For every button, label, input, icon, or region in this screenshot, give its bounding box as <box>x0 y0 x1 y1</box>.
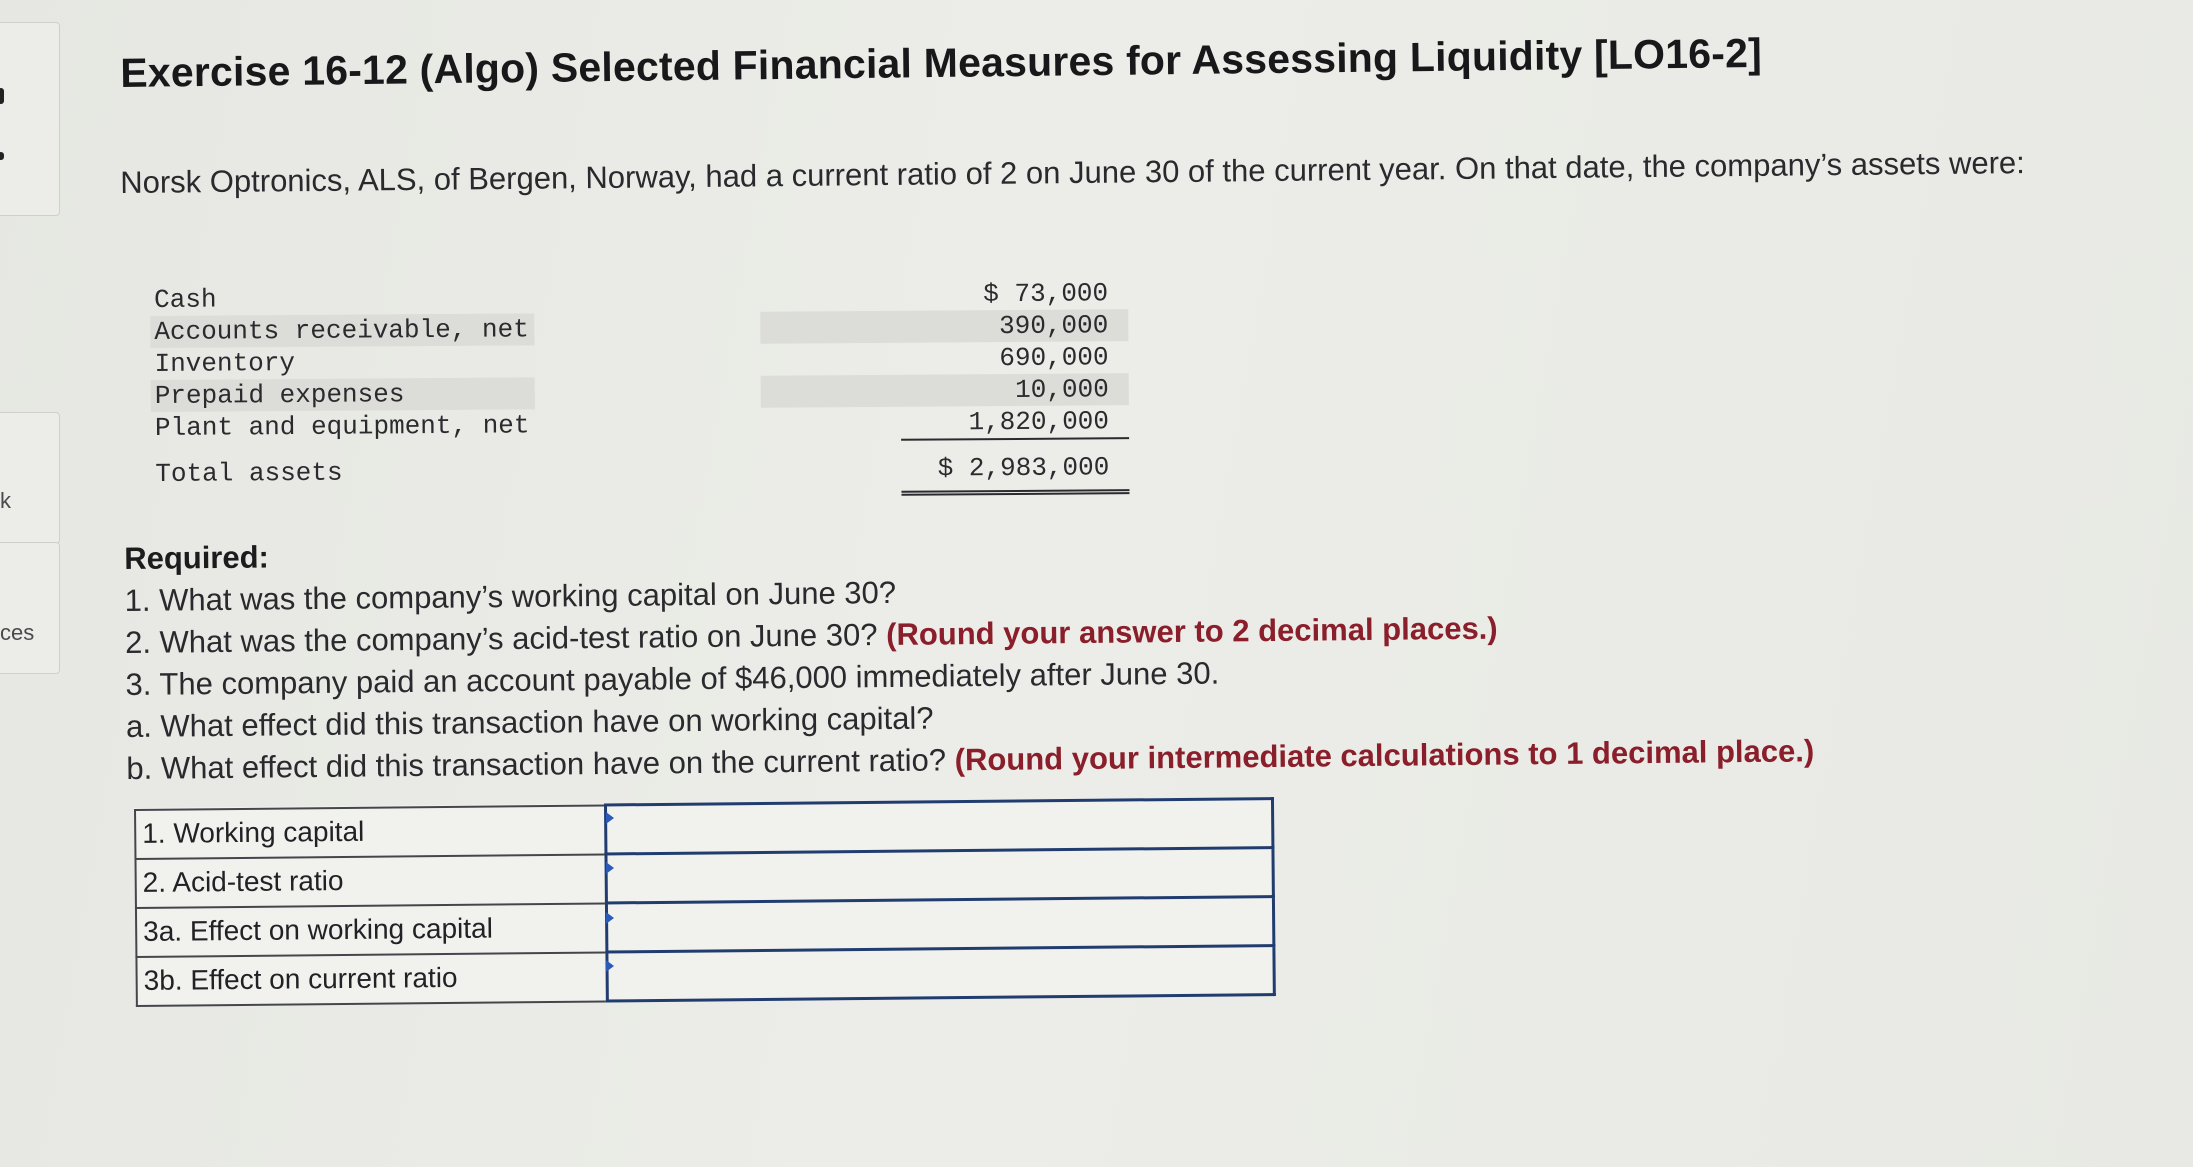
asset-row-plant-equipment <box>151 406 1110 444</box>
question-3b-rounding-note: (Round your intermediate calculations to 1 decimal place.) <box>954 733 1815 778</box>
sidebar-panel[interactable] <box>0 22 60 216</box>
acid-test-ratio-input[interactable] <box>607 850 1271 900</box>
input-marker-icon <box>606 812 614 824</box>
answer-label: 3a. Effect on working capital <box>136 903 607 957</box>
working-capital-input[interactable] <box>607 801 1271 851</box>
effect-current-ratio-input[interactable] <box>608 948 1272 998</box>
answer-label: 2. Acid-test ratio <box>135 854 606 908</box>
required-heading: Required: <box>124 539 270 576</box>
asset-value: 10,000 <box>761 373 1129 408</box>
answer-table <box>134 797 1276 1007</box>
input-marker-icon <box>606 862 614 874</box>
asset-total-value: $ 2,983,000 <box>901 445 1129 496</box>
sidebar-marker-icon <box>0 88 4 104</box>
question-3a: a. What effect did this transaction have on working capital? <box>125 700 934 744</box>
asset-value: 1,820,000 <box>901 405 1129 441</box>
asset-label: Accounts receivable, net <box>150 313 534 348</box>
input-marker-icon <box>606 960 614 972</box>
asset-value: 390,000 <box>760 309 1128 344</box>
assets-table <box>150 278 1110 496</box>
answer-label: 3b. Effect on current ratio <box>136 952 607 1006</box>
answer-label: 1. Working capital <box>135 805 606 859</box>
answer-cell <box>605 799 1272 854</box>
effect-working-capital-input[interactable] <box>608 899 1272 949</box>
answer-cell <box>606 848 1273 903</box>
question-1: 1. What was the company’s working capital on June 30? <box>124 574 897 618</box>
asset-label: Prepaid expenses <box>151 377 535 412</box>
sidebar-label-ces[interactable]: ces <box>0 620 35 645</box>
asset-label: Inventory <box>154 347 296 379</box>
left-sidebar <box>0 0 62 1167</box>
problem-intro: Norsk Optronics, ALS, of Bergen, Norway, had a current ratio of 2 on June 30 of the current year. On that date, the company’s assets were: <box>120 145 2025 200</box>
asset-label: Plant and equipment, net <box>154 410 530 443</box>
sidebar-panel[interactable] <box>0 542 60 674</box>
question-2-text: 2. What was the company’s acid-test ratio on June 30? <box>124 617 878 660</box>
required-section <box>124 518 2027 790</box>
asset-label: Cash <box>154 284 217 315</box>
sidebar-marker-icon <box>0 152 4 160</box>
asset-row-total <box>151 446 1110 496</box>
answer-cell <box>607 946 1274 1001</box>
input-marker-icon <box>606 912 614 924</box>
asset-total-label: Total assets <box>155 457 343 489</box>
question-3b-text: b. What effect did this transaction have on the current ratio? <box>126 742 947 786</box>
exercise-title: Exercise 16-12 (Algo) Selected Financial Measures for Assessing Liquidity [LO16-2] <box>120 29 1763 96</box>
sidebar-label-k[interactable]: k <box>0 488 11 513</box>
question-3: 3. The company paid an account payable of $46,000 immediately after June 30. <box>125 655 1220 702</box>
asset-value: $ 73,000 <box>983 278 1109 310</box>
sidebar-panel[interactable] <box>0 412 60 544</box>
asset-value: 690,000 <box>999 342 1109 374</box>
question-2-rounding-note: (Round your answer to 2 decimal places.) <box>885 610 1498 653</box>
answer-cell <box>606 897 1273 952</box>
answer-row-effect-current-ratio <box>136 946 1274 1006</box>
